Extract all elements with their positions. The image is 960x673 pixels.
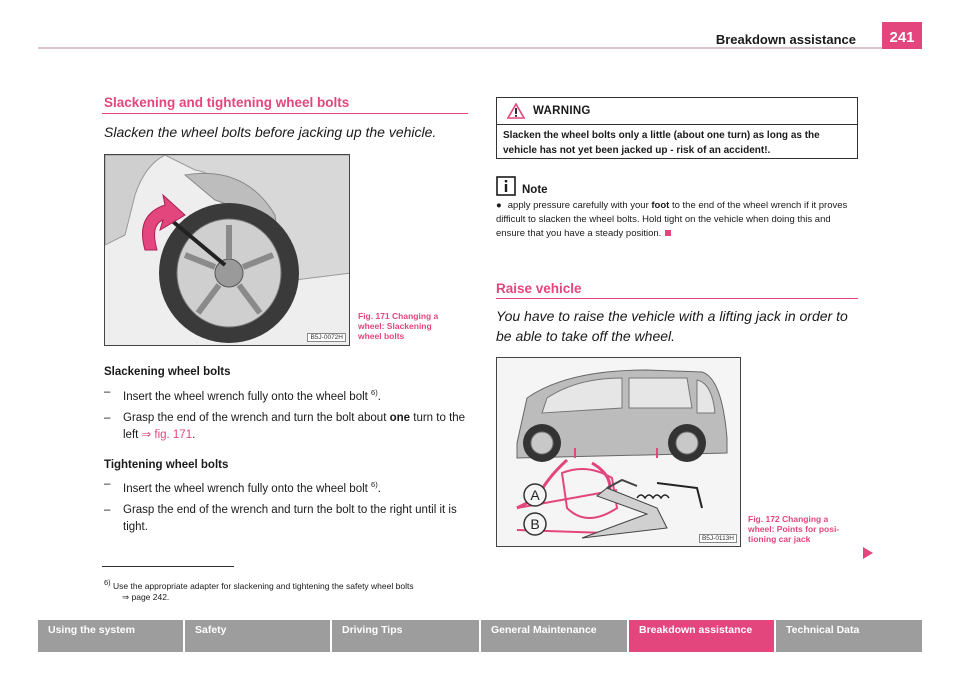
- figure-jack-points: [496, 357, 741, 547]
- jack-point-label-b: B: [530, 516, 540, 532]
- section-heading-wheel-bolts: Slackening and tightening wheel bolts: [104, 95, 350, 110]
- footnote-ref[interactable]: 6): [371, 388, 378, 397]
- page-header-title: Breakdown assistance: [715, 32, 856, 47]
- step-text: Grasp the end of the wrench and turn the bolt to the right until it is tight.: [123, 504, 457, 533]
- caption-line: Fig. 172 Changing a: [748, 514, 829, 524]
- warning-title: WARNING: [533, 105, 591, 117]
- step-slacken-2: – Grasp the end of the wrench and turn the bolt about one turn to the left ⇒ fig. 171.: [104, 412, 466, 441]
- note-emphasis: foot: [651, 200, 670, 211]
- jack-point-label-a: A: [530, 487, 540, 503]
- footnote-rule: [102, 566, 234, 567]
- warning-text: Slacken the wheel bolts only a little (about one turn) as long as the vehicle has not yet been jacked up - risk of an accident!.: [503, 130, 820, 156]
- section-intro: You have to raise the vehicle with a lifting jack in order to be able to take off the wheel.: [496, 308, 848, 344]
- step-text: turn to the left: [123, 412, 466, 441]
- subhead-tightening: Tightening wheel bolts: [104, 459, 229, 471]
- footnote: [104, 577, 476, 603]
- footnote-ref[interactable]: 6): [371, 480, 378, 489]
- step-text: Grasp the end of the wrench and turn the bolt about: [123, 412, 387, 424]
- tab-driving-tips[interactable]: Driving Tips: [332, 620, 479, 652]
- tab-breakdown-assistance[interactable]: Breakdown assistance: [629, 620, 774, 652]
- figure-caption-171: [358, 311, 468, 341]
- page-number: 241: [882, 22, 922, 49]
- subhead-slackening: Slackening wheel bolts: [104, 366, 231, 378]
- step-text: Insert the wheel wrench fully onto the wheel bolt: [123, 390, 368, 403]
- tab-general-maintenance[interactable]: General Maintenance: [481, 620, 627, 652]
- warning-triangle-icon: [507, 103, 525, 119]
- caption-line: wheel: Points for posi-: [748, 524, 840, 534]
- tab-using-the-system[interactable]: Using the system: [38, 620, 183, 652]
- figure-slackening-bolts: [104, 154, 350, 346]
- warning-box: [496, 97, 858, 159]
- note-text: to the end of the wheel wrench if it proves difficult to slacken the wheel bolts. Hold tight on the vehicle when doing this and ensure that you have a steady position.: [496, 200, 848, 239]
- footnote-mark: 6): [104, 578, 111, 587]
- note-header: [496, 176, 548, 196]
- footnote-text: Use the appropriate adapter for slackening and tightening the safety wheel bolts: [113, 580, 414, 591]
- footnote-page-link[interactable]: ⇒ page 242.: [122, 591, 170, 602]
- figure-code: B5J-0072H: [307, 333, 346, 342]
- note-body: ● apply pressure carefully with your foot to the end of the wheel wrench if it proves difficult to slacken the wheel bolts. Hold tight on the vehicle when doing this and ensure that you have a steady position.: [496, 200, 848, 239]
- step-emphasis: one: [389, 412, 411, 424]
- section-intro: Slacken the wheel bolts before jacking up the vehicle.: [104, 124, 437, 140]
- tab-safety[interactable]: Safety: [185, 620, 330, 652]
- next-page-arrow-icon[interactable]: [862, 546, 874, 560]
- step-text: Insert the wheel wrench fully onto the wheel bolt: [123, 482, 368, 495]
- info-icon: [496, 176, 516, 196]
- wheel-illustration: [105, 155, 350, 346]
- step-tighten-2: – Grasp the end of the wrench and turn the bolt to the right until it is tight.: [104, 502, 474, 536]
- car-jack-illustration: [497, 358, 741, 547]
- warning-header: [497, 98, 857, 125]
- step-tighten-1: – Insert the wheel wrench fully onto the wheel bolt $^{6)}$.: [104, 478, 381, 495]
- caption-line: wheel: Slackening: [358, 321, 432, 331]
- figure-link[interactable]: ⇒ fig. 171: [141, 429, 193, 441]
- figure-caption-172: [748, 514, 866, 544]
- section-heading-raise-vehicle: Raise vehicle: [496, 281, 582, 296]
- figure-code: B5J-0113H: [699, 534, 737, 543]
- section-rule: [102, 113, 468, 114]
- header-rule: [38, 47, 882, 49]
- section-end-marker: [665, 230, 671, 236]
- step-slacken-1: – Insert the wheel wrench fully onto the wheel bolt $^{6)}$.: [104, 386, 381, 403]
- note-text: apply pressure carefully with your: [507, 200, 649, 211]
- caption-line: tioning car jack: [748, 534, 811, 544]
- section-rule: [496, 298, 858, 299]
- note-title: Note: [522, 184, 548, 196]
- tab-technical-data[interactable]: Technical Data: [776, 620, 922, 652]
- caption-line: wheel bolts: [358, 331, 405, 341]
- chapter-nav: [38, 620, 922, 652]
- caption-line: Fig. 171 Changing a: [358, 311, 439, 321]
